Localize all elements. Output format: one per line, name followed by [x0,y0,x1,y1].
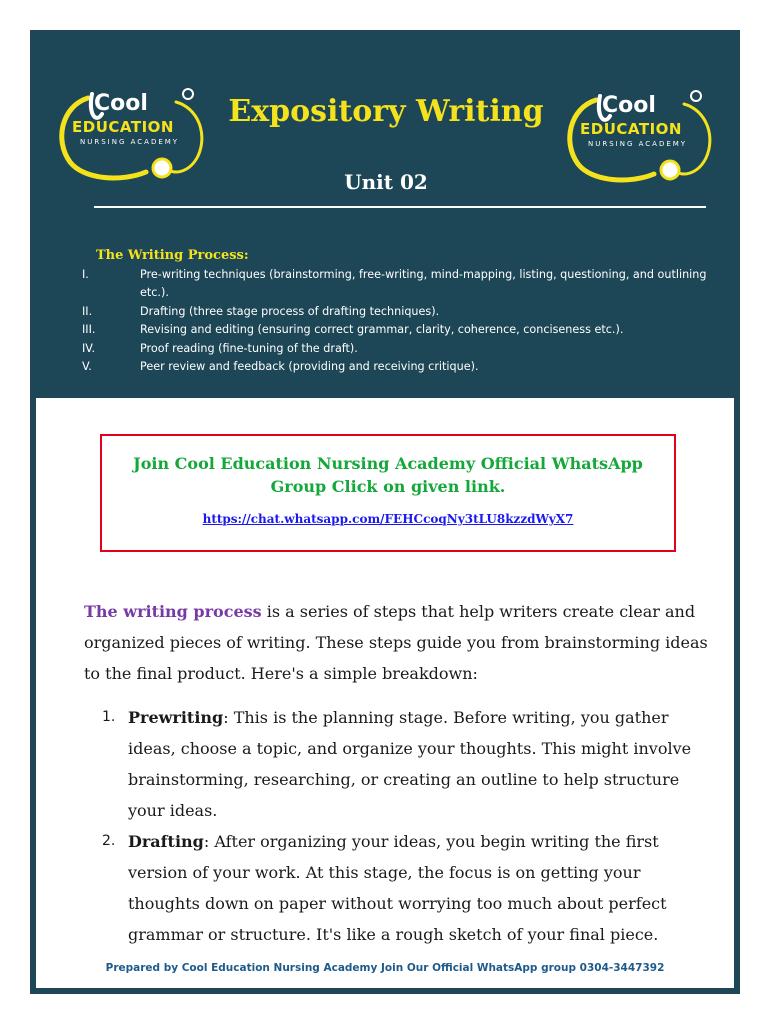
list-item-text: Revising and editing (ensuring correct grammar, clarity, coherence, conciseness etc.). [140,323,624,337]
header-banner [36,36,734,398]
page-title: Expository Writing [228,94,544,129]
unit-subtitle: Unit 02 [344,170,428,194]
list-item [82,266,722,303]
logo-nursing-text: NURSING ACADEMY [80,138,180,146]
list-item-number: III. [82,323,96,337]
intro-paragraph [84,596,710,689]
step-text: : After organizing your ideas, you begin writing the first version of your work. At this stage, the focus is on getting your thoughts down on paper without worrying too much about perfect grammar or structure. It's like a rough sketch of your final piece. [128,832,667,944]
list-item-text: Pre-writing techniques (brainstorming, free-writing, mind-mapping, listing, questioning, and outlining etc.). [140,268,707,300]
page-footer: Prepared by Cool Education Nursing Academy Join Our Official WhatsApp group 0304-3447392 [105,962,665,974]
logo-cool-text: Cool [94,91,148,116]
step-number: 1. [102,709,116,725]
logo-education-text: EDUCATION [580,120,682,138]
list-item [82,358,722,376]
list-item-text: Proof reading (fine-tuning of the draft). [140,341,358,355]
header-divider [94,206,706,208]
logo-cool-text: Cool [602,93,656,118]
logo-nursing-text: NURSING ACADEMY [588,140,688,148]
writing-process-list [82,266,722,376]
list-item-number: IV. [82,341,96,355]
intro-highlight: The writing process [84,602,262,621]
list-item [102,702,714,826]
whatsapp-callout [100,434,676,552]
list-item [82,340,722,358]
step-number: 2. [102,833,116,849]
logo-education-text: EDUCATION [72,118,174,136]
step-term: Drafting [128,832,204,851]
list-item [82,321,722,339]
list-item-number: I. [82,268,89,281]
page-frame [30,30,740,994]
step-term: Prewriting [128,708,224,727]
writing-process-heading: The Writing Process: [96,248,249,263]
logo-right [556,86,726,186]
whatsapp-group-link[interactable]: https://chat.whatsapp.com/FEHCcoqNy3tLU8kzzdWyX7 [202,512,574,526]
list-item-text: Peer review and feedback (providing and receiving critique). [140,360,479,374]
whatsapp-join-text: Join Cool Education Nursing Academy Official WhatsApp Group Click on given link. [133,454,643,496]
list-item [102,826,714,950]
list-item-number: V. [82,360,92,374]
step-text: : This is the planning stage. Before writing, you gather ideas, choose a topic, and organize your thoughts. This might involve brainstorming, researching, or creating an outline to help structure your ideas. [128,708,692,820]
list-item [82,303,722,321]
steps-list [102,702,714,950]
list-item-text: Drafting (three stage process of drafting techniques). [140,304,440,318]
intro-text: is a series of steps that help writers create clear and organized pieces of writing. These steps guide you from brainstorming ideas to the final product. Here's a simple breakdown: [84,602,708,683]
list-item-number: II. [82,304,93,318]
